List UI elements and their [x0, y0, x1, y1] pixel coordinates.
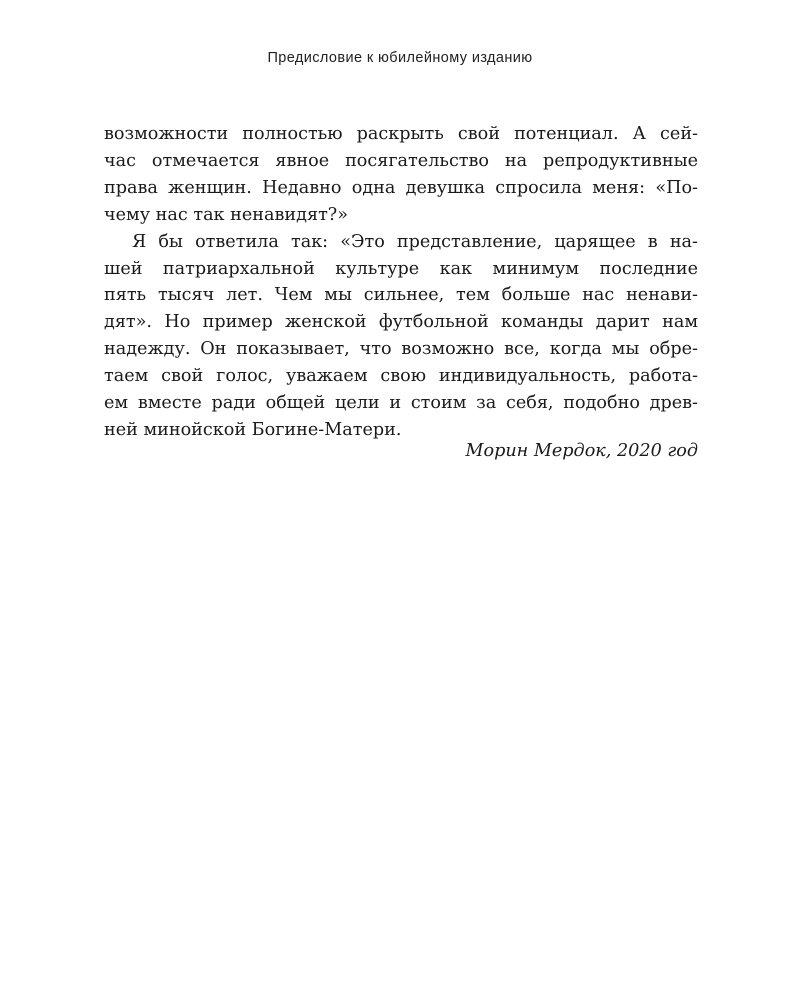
author-signature: Морин Мердок, 2020 год — [465, 441, 698, 461]
text-line: чему нас так ненавидят?» — [104, 204, 348, 225]
text-line: ем вместе ради общей цели и стоим за себя, подобно древ- — [104, 393, 698, 414]
running-header: Предисловие к юбилейному изданию — [267, 50, 533, 66]
text-line: возможности полностью раскрыть свой потенциал. А сей- — [104, 124, 698, 144]
text-line: Я бы ответила так: «Это представление, царящее в на- — [132, 231, 698, 252]
text-line: таем свой голос, уважаем свою индивидуальность, работа- — [104, 366, 698, 387]
text-line: ней минойской Богине-Матери. — [104, 419, 402, 440]
text-line: дят». Но пример женской футбольной команды дарит нам — [104, 312, 698, 333]
text-line: пять тысяч лет. Чем мы сильнее, тем больше нас ненави- — [104, 285, 698, 306]
page-body — [104, 121, 698, 444]
text-line: час отмечается явное посягательство на репродуктивные — [104, 150, 698, 171]
text-line: права женщин. Недавно одна девушка спросила меня: «По- — [104, 177, 698, 198]
text-line: шей патриархальной культуре как минимум последние — [104, 258, 698, 279]
text-line: надежду. Он показывает, что возможно все, когда мы обре- — [104, 339, 698, 360]
